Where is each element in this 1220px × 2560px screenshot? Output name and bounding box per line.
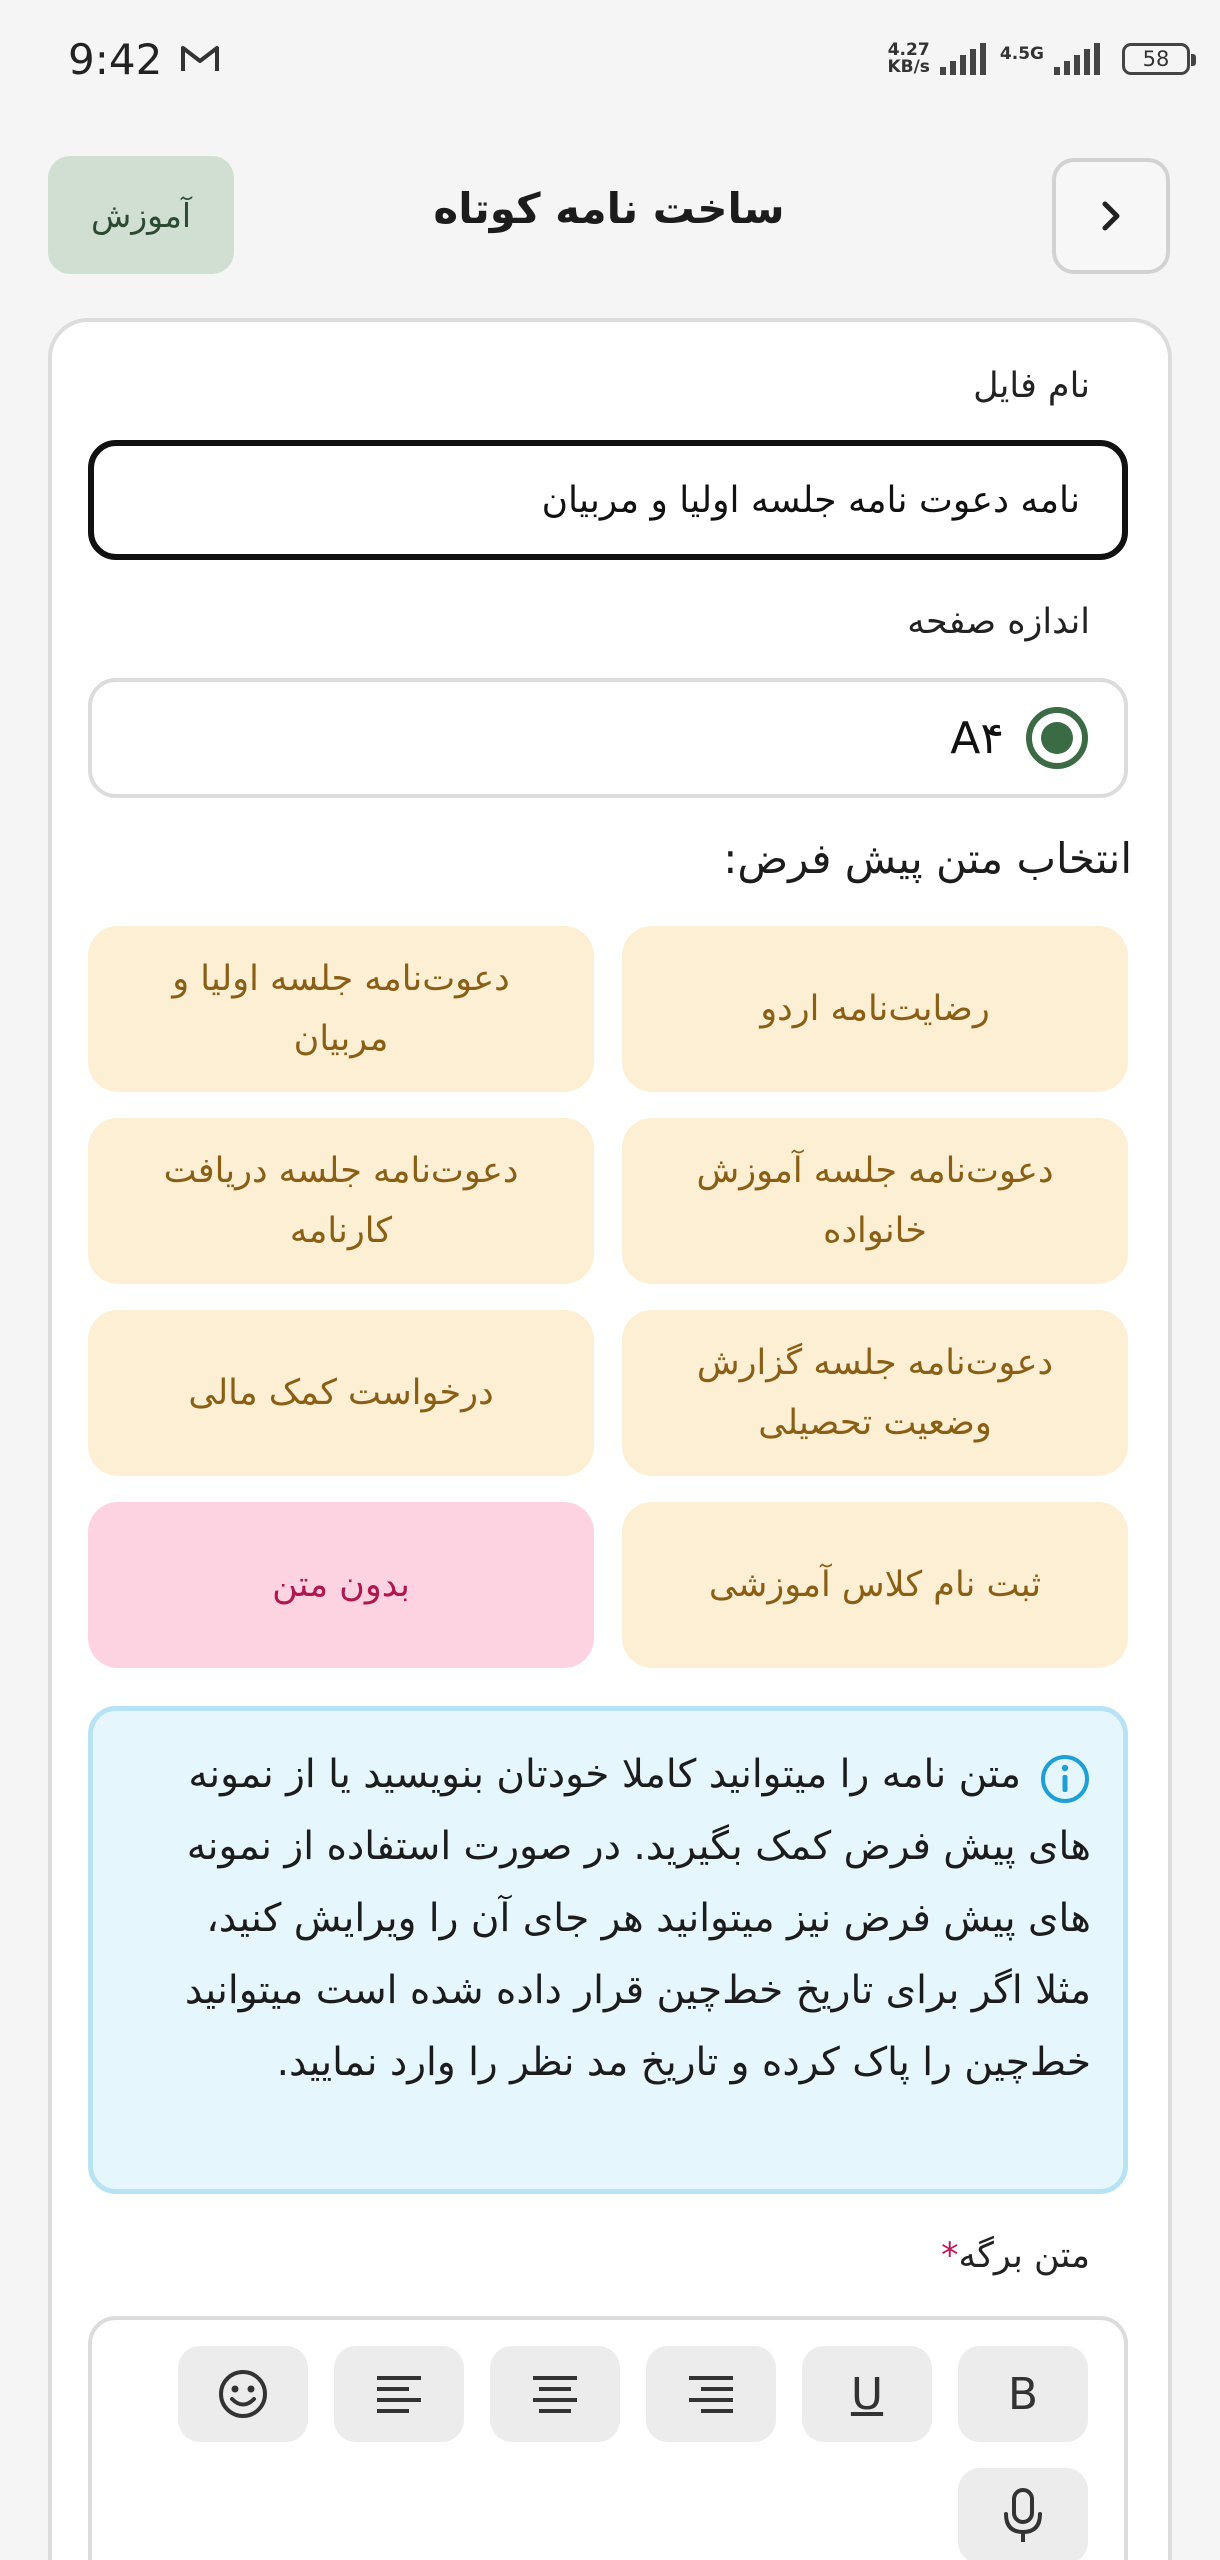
page-size-option[interactable]: [88, 678, 1128, 798]
preset-no-text[interactable]: بدون متن: [88, 1502, 594, 1668]
underline-button[interactable]: U: [802, 2346, 932, 2442]
network-speed: 4.27 KB/s: [887, 40, 930, 77]
preset-class-registration[interactable]: ثبت نام کلاس آموزشی: [622, 1502, 1128, 1668]
network-type: 4.5G: [999, 44, 1044, 64]
preset-parents-meeting[interactable]: دعوت‌نامه جلسه اولیا و مربیان: [88, 926, 594, 1092]
preset-academic-status[interactable]: دعوت‌نامه جلسه گزارش وضعیت تحصیلی: [622, 1310, 1128, 1476]
info-text: متن نامه را میتوانید کاملا خودتان بنویسید یا از نمونه های پیش فرض کمک بگیرید. در صورت استفاده از نمونه های پیش فرض نیز میتوانید هر جای آن را ویرایش کنید، مثلا اگر برای تاریخ خط‌چین قرار داده شده است میتوانید خط‌چین را پاک کرده و تاریخ مد نظر را وارد نمایید.: [184, 1752, 1091, 2085]
emoji-button[interactable]: [178, 2346, 308, 2442]
microphone-icon: [1001, 2488, 1045, 2544]
preset-grid: [88, 926, 1128, 1668]
emoji-icon: [217, 2368, 269, 2420]
required-mark: *: [940, 2236, 959, 2276]
header: [48, 156, 1170, 276]
form-card: [48, 318, 1172, 2560]
filename-input[interactable]: [88, 440, 1128, 560]
preset-trip-consent[interactable]: رضایت‌نامه اردو: [622, 926, 1128, 1092]
page-size-value: A۴: [950, 712, 1004, 764]
status-left: [68, 35, 220, 84]
voice-input-button[interactable]: [958, 2468, 1088, 2560]
presets-title: انتخاب متن پیش فرض:: [723, 834, 1132, 883]
info-icon: [1039, 1753, 1091, 1805]
body-editor[interactable]: [88, 2316, 1128, 2560]
page-title: ساخت نامه کوتاه: [433, 184, 785, 233]
status-bar: [0, 0, 1220, 118]
align-center-icon: [531, 2374, 579, 2414]
bold-button[interactable]: B: [958, 2346, 1088, 2442]
page-size-radio[interactable]: [1026, 707, 1088, 769]
align-right-icon: [687, 2374, 735, 2414]
preset-report-card[interactable]: دعوت‌نامه جلسه دریافت کارنامه: [88, 1118, 594, 1284]
align-right-button[interactable]: [646, 2346, 776, 2442]
align-center-button[interactable]: [490, 2346, 620, 2442]
clock: 9:42: [68, 34, 163, 84]
preset-financial-aid[interactable]: درخواست کمک مالی: [88, 1310, 594, 1476]
filename-label: نام فایل: [973, 366, 1090, 406]
chevron-right-icon: [1091, 196, 1131, 236]
align-left-button[interactable]: [334, 2346, 464, 2442]
info-box: [88, 1706, 1128, 2194]
status-right: [887, 42, 1190, 76]
signal-icon: [938, 43, 992, 75]
align-left-icon: [375, 2374, 423, 2414]
gmail-icon: [180, 43, 220, 75]
back-button[interactable]: [1052, 158, 1170, 274]
preset-family-education[interactable]: دعوت‌نامه جلسه آموزش خانواده: [622, 1118, 1128, 1284]
editor-toolbar: [128, 2346, 1088, 2560]
tutorial-button[interactable]: آموزش: [48, 156, 234, 274]
radio-selected-dot: [1041, 722, 1073, 754]
battery-icon: 58: [1122, 43, 1190, 75]
page-size-label: اندازه صفحه: [907, 602, 1090, 642]
signal-icon-2: [1052, 43, 1106, 75]
body-label: متن برگه*: [940, 2236, 1090, 2276]
